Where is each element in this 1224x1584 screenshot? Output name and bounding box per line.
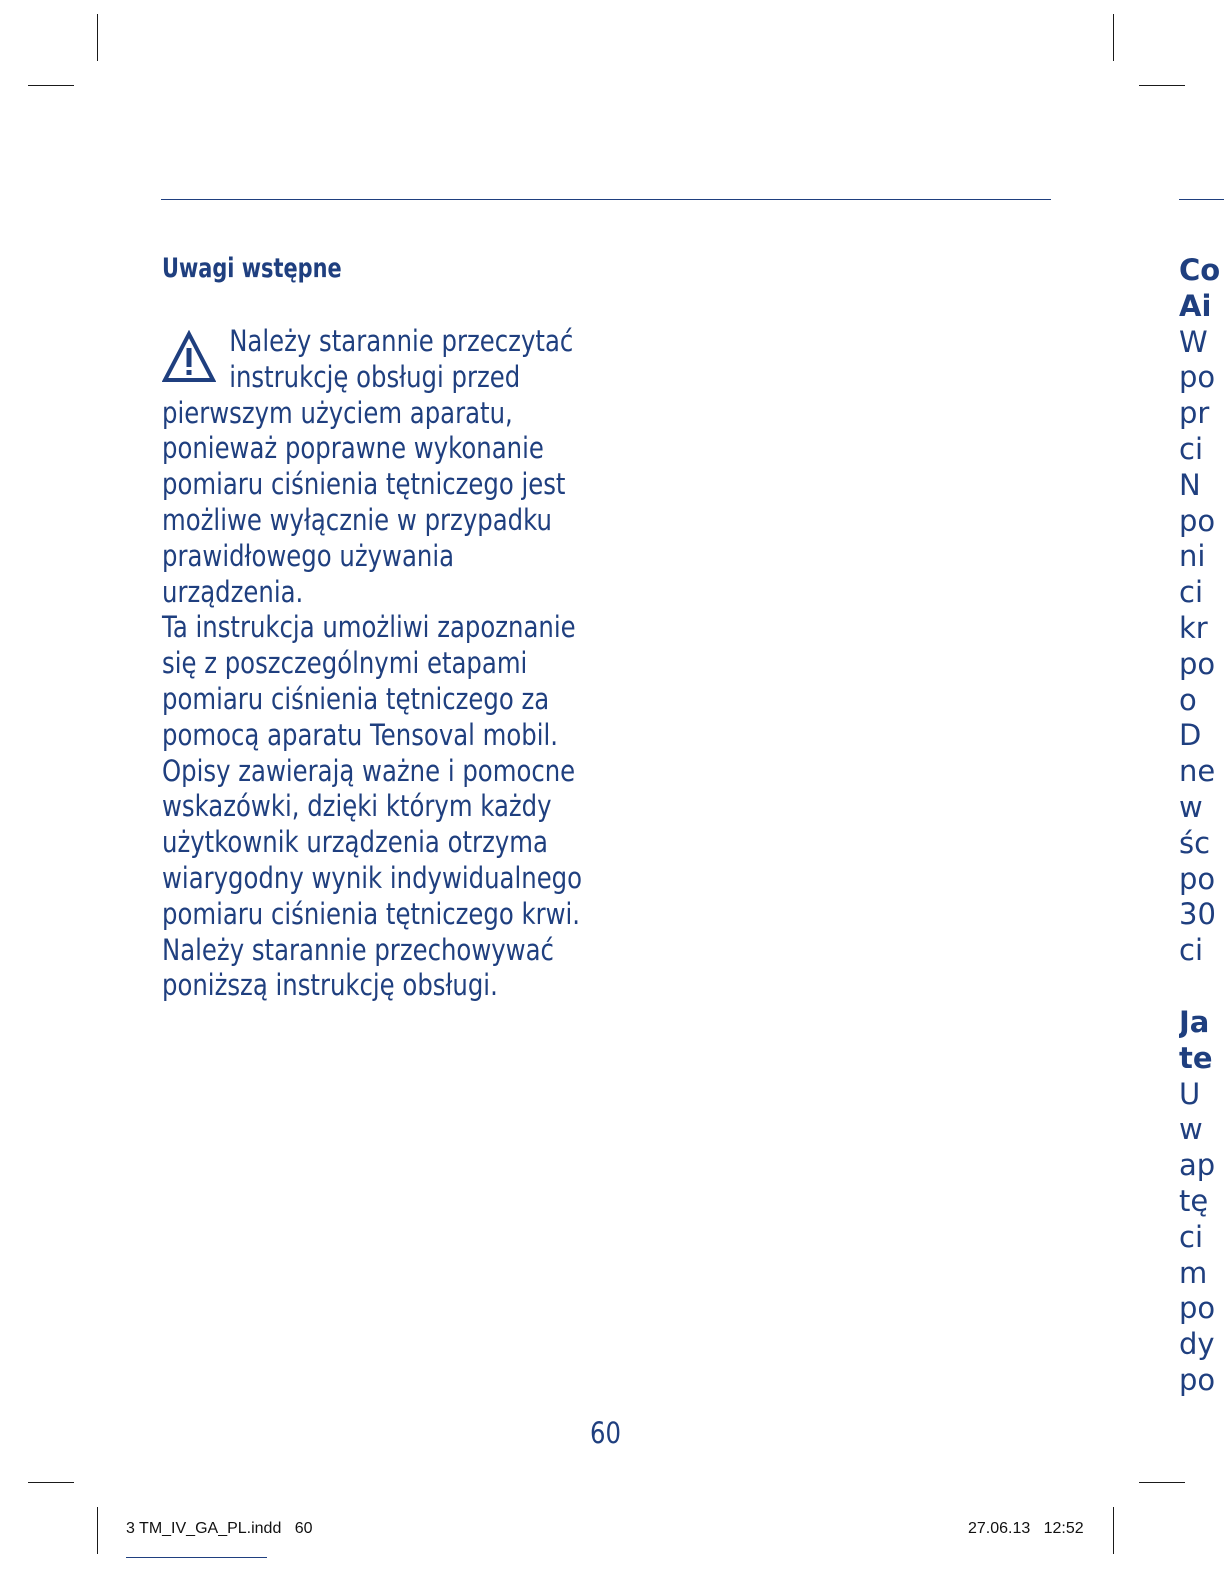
fragment-line: ci (1179, 575, 1204, 610)
body-line: pierwszym użyciem aparatu, (162, 395, 513, 430)
next-page-heading-2 (1179, 1005, 1224, 1077)
fragment-line: dy (1179, 1327, 1215, 1362)
next-page-heading-1 (1179, 253, 1224, 325)
body-line: poniższą instrukcję obsługi. (162, 968, 498, 1003)
body-line: Opisy zawierają ważne i pomocne (162, 753, 576, 788)
crop-mark-top-left-horizontal (28, 85, 74, 86)
fragment-line: Co (1179, 253, 1221, 287)
body-line: wiarygodny wynik indywidualnego (162, 860, 583, 895)
section-heading: Uwagi wstępne (162, 253, 342, 284)
fragment-line: po (1179, 1362, 1216, 1397)
next-page-column-fragment (1179, 253, 1224, 1399)
body-line: pomiaru ciśnienia tętniczego za (162, 681, 550, 716)
body-line: Należy starannie przechowywać (162, 932, 554, 967)
fragment-line: po (1179, 360, 1216, 395)
fragment-line: po (1179, 646, 1216, 681)
next-page-paragraph-1 (1179, 325, 1224, 969)
fragment-line: po (1179, 503, 1216, 538)
fragment-line: m (1179, 1255, 1208, 1290)
fragment-line: kr (1179, 610, 1208, 645)
slug-date-time: 27.06.13 12:52 (968, 1520, 1084, 1537)
body-line: instrukcję obsługi przed (229, 359, 521, 394)
body-line: Należy starannie przeczytać (229, 324, 574, 358)
next-page-paragraph-2 (1179, 1077, 1224, 1399)
body-line: wskazówki, dzięki którym każdy (162, 789, 552, 824)
fragment-line: ci (1179, 933, 1204, 968)
crop-mark-bottom-left-horizontal (28, 1482, 74, 1483)
slug-file-name: 3 TM_IV_GA_PL.indd 60 (126, 1520, 313, 1537)
body-line: pomiaru ciśnienia tętniczego jest (162, 467, 566, 502)
intro-paragraph (162, 324, 632, 1004)
fragment-line: ci (1179, 431, 1204, 466)
body-line: pomocą aparatu Tensoval mobil. (162, 717, 559, 752)
fragment-line: tę (1179, 1183, 1209, 1218)
fragment-line: pr (1179, 396, 1210, 431)
fragment-line: W (1179, 324, 1208, 359)
slug-underline (126, 1557, 267, 1558)
fragment-line: ni (1179, 539, 1206, 574)
body-line: pomiaru ciśnienia tętniczego krwi. (162, 896, 581, 931)
fragment-line: ap (1179, 1148, 1216, 1183)
header-rule-next-page (1179, 199, 1224, 200)
fragment-line: po (1179, 861, 1216, 896)
crop-mark-bottom-right-horizontal (1139, 1482, 1185, 1483)
fragment-line: w (1179, 789, 1203, 824)
crop-mark-top-right-horizontal (1139, 85, 1185, 86)
body-line: urządzenia. (162, 574, 304, 609)
header-rule (161, 199, 1051, 200)
crop-mark-bottom-left-vertical (97, 1507, 98, 1554)
fragment-line: ci (1179, 1219, 1204, 1254)
fragment-line: Ai (1179, 288, 1212, 323)
body-line: użytkownik urządzenia otrzyma (162, 825, 548, 860)
fragment-line: w (1179, 1112, 1203, 1147)
fragment-line: U (1179, 1076, 1201, 1111)
body-line: możliwe wyłącznie w przypadku (162, 502, 552, 537)
fragment-line: Ja (1179, 1004, 1210, 1039)
body-line: się z poszczególnymi etapami (162, 646, 528, 681)
crop-mark-top-left-vertical (97, 14, 98, 61)
page-number: 60 (590, 1416, 622, 1450)
fragment-line: śc (1179, 825, 1211, 860)
fragment-line: te (1179, 1040, 1213, 1075)
body-line: prawidłowego używania (162, 538, 455, 573)
fragment-line: ne (1179, 754, 1216, 789)
fragment-line: 30 (1179, 897, 1216, 932)
crop-mark-bottom-right-vertical (1113, 1507, 1114, 1554)
fragment-line: N (1179, 467, 1201, 502)
body-line: Ta instrukcja umożliwi zapoznanie (162, 610, 576, 645)
fragment-line: o (1179, 682, 1197, 717)
fragment-line: D (1179, 718, 1202, 753)
crop-mark-top-right-vertical (1113, 14, 1114, 61)
body-line: ponieważ poprawne wykonanie (162, 431, 544, 466)
fragment-line: po (1179, 1291, 1216, 1326)
